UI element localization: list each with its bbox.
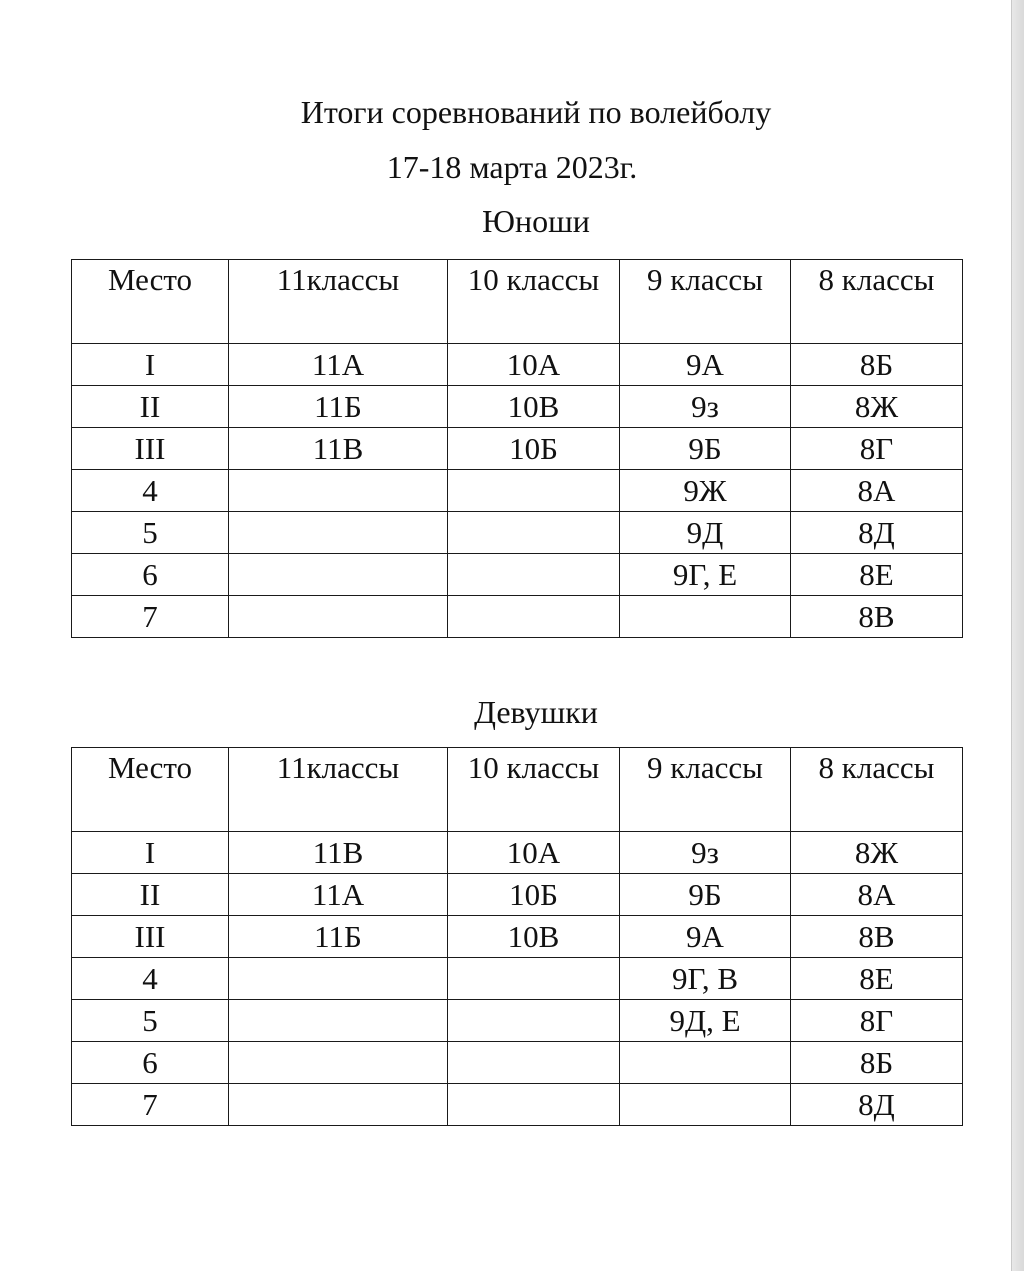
cell-grade-9: 9Г, В [620,958,791,1000]
column-header-grade-10: 10 классы [448,748,620,832]
column-header-grade-9: 9 классы [620,748,791,832]
boys-section-heading: Юноши [482,203,590,239]
cell-grade-8: 8Г [791,1000,963,1042]
cell-place: 7 [72,1084,229,1126]
column-header-grade-8: 8 классы [791,748,963,832]
cell-grade-8: 8Ж [791,386,963,428]
cell-grade-11: 11Б [229,386,448,428]
table-row [72,1084,963,1126]
cell-grade-10 [448,958,620,1000]
cell-place: I [72,832,229,874]
cell-grade-10 [448,1000,620,1042]
cell-grade-10: 10А [448,344,620,386]
cell-grade-8: 8Д [791,1084,963,1126]
cell-grade-11 [229,554,448,596]
cell-grade-9: 9з [620,832,791,874]
cell-grade-10: 10Б [448,428,620,470]
cell-grade-8: 8Д [791,512,963,554]
cell-grade-8: 8Г [791,428,963,470]
girls-results-table [71,747,963,1126]
cell-grade-9 [620,1084,791,1126]
cell-grade-10 [448,1084,620,1126]
cell-grade-10 [448,596,620,638]
cell-grade-11 [229,1084,448,1126]
cell-place: 7 [72,596,229,638]
table-row [72,470,963,512]
document-date: 17-18 марта 2023г. [386,149,638,185]
column-header-place: Место [72,260,229,344]
column-header-place: Место [72,748,229,832]
girls-section-heading: Девушки [474,694,598,730]
cell-grade-10 [448,1042,620,1084]
cell-grade-10 [448,512,620,554]
cell-grade-11 [229,512,448,554]
cell-place: II [72,874,229,916]
cell-grade-11 [229,958,448,1000]
table-row [72,344,963,386]
cell-place: III [72,916,229,958]
cell-grade-8: 8Б [791,344,963,386]
table-row [72,554,963,596]
cell-place: 6 [72,554,229,596]
cell-grade-11: 11А [229,344,448,386]
cell-grade-10: 10В [448,916,620,958]
table-header-row [72,260,963,344]
cell-grade-9: 9Д, Е [620,1000,791,1042]
cell-grade-11: 11В [229,428,448,470]
cell-place: 5 [72,512,229,554]
cell-grade-8: 8Ж [791,832,963,874]
boys-results-table [71,259,963,638]
table-row [72,1042,963,1084]
cell-place: 6 [72,1042,229,1084]
cell-grade-9: 9Б [620,874,791,916]
page-edge-shadow [1011,0,1024,1271]
table-row [72,386,963,428]
cell-grade-8: 8В [791,916,963,958]
table-row [72,832,963,874]
cell-grade-10: 10Б [448,874,620,916]
table-row [72,428,963,470]
cell-grade-8: 8А [791,470,963,512]
cell-grade-8: 8Е [791,958,963,1000]
cell-grade-9: 9А [620,916,791,958]
table-row [72,512,963,554]
cell-grade-10: 10А [448,832,620,874]
cell-grade-9 [620,596,791,638]
cell-grade-10: 10В [448,386,620,428]
cell-grade-11 [229,470,448,512]
column-header-grade-10: 10 классы [448,260,620,344]
cell-grade-11 [229,1042,448,1084]
table-row [72,596,963,638]
cell-grade-10 [448,554,620,596]
cell-grade-8: 8В [791,596,963,638]
cell-place: III [72,428,229,470]
cell-place: 5 [72,1000,229,1042]
cell-grade-11: 11В [229,832,448,874]
cell-grade-9: 9Ж [620,470,791,512]
cell-grade-9: 9з [620,386,791,428]
table-row [72,958,963,1000]
cell-grade-11 [229,1000,448,1042]
cell-place: 4 [72,958,229,1000]
cell-place: 4 [72,470,229,512]
cell-grade-9: 9Б [620,428,791,470]
table-row [72,1000,963,1042]
cell-grade-8: 8Е [791,554,963,596]
cell-grade-9: 9Г, Е [620,554,791,596]
column-header-grade-11: 11классы [229,748,448,832]
cell-grade-9: 9Д [620,512,791,554]
column-header-grade-8: 8 классы [791,260,963,344]
cell-grade-11: 11Б [229,916,448,958]
cell-grade-8: 8А [791,874,963,916]
cell-place: I [72,344,229,386]
table-row [72,874,963,916]
cell-grade-9 [620,1042,791,1084]
cell-grade-11 [229,596,448,638]
table-row [72,916,963,958]
column-header-grade-9: 9 классы [620,260,791,344]
cell-place: II [72,386,229,428]
cell-grade-11: 11А [229,874,448,916]
cell-grade-8: 8Б [791,1042,963,1084]
cell-grade-10 [448,470,620,512]
table-header-row [72,748,963,832]
cell-grade-9: 9А [620,344,791,386]
column-header-grade-11: 11классы [229,260,448,344]
document-title: Итоги соревнований по волейболу [300,94,772,130]
